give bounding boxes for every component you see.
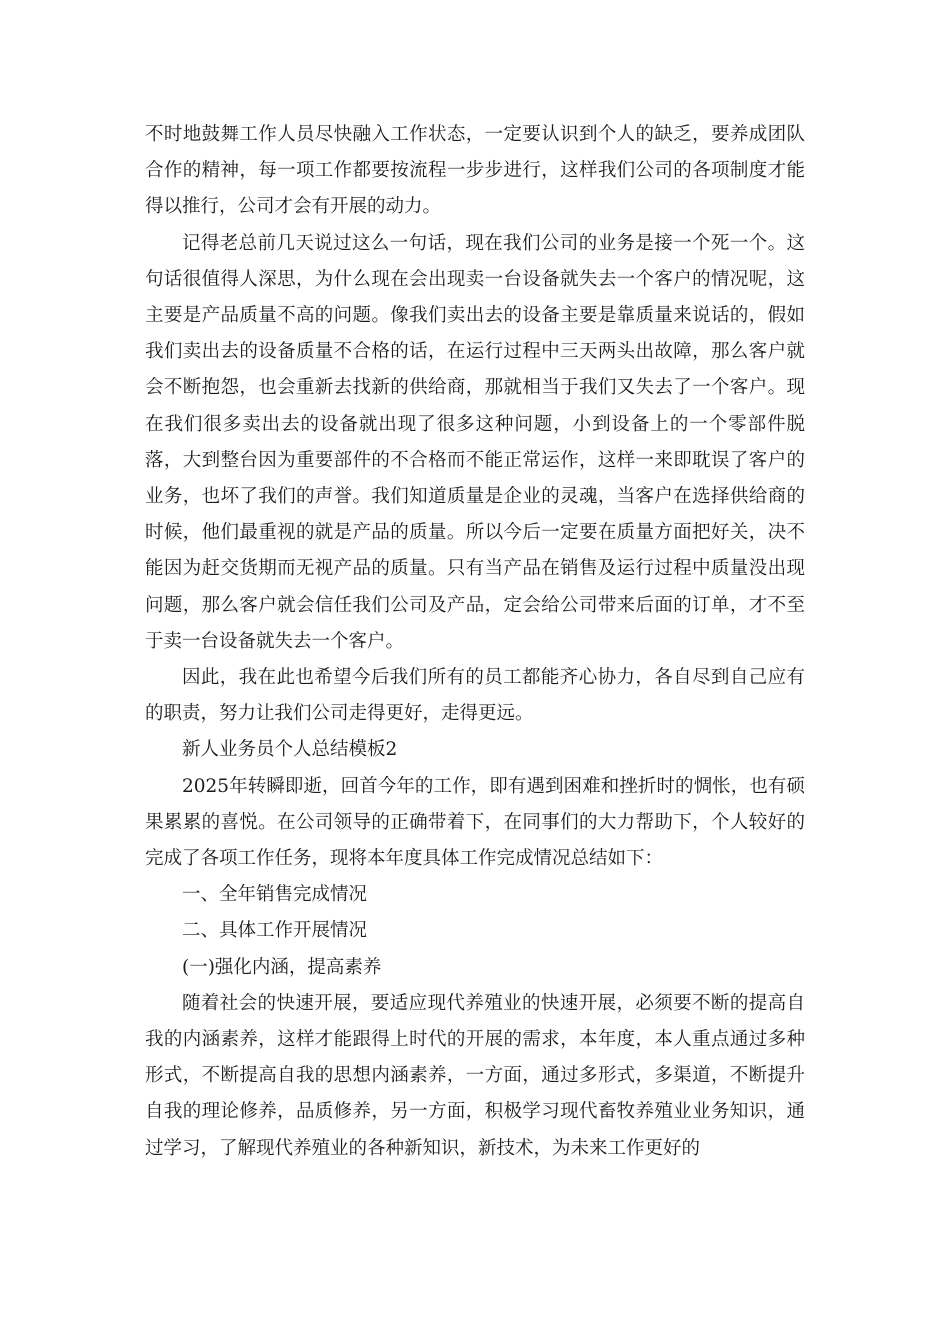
paragraph-product-quality: 记得老总前几天说过这么一句话，现在我们公司的业务是接一个死一个。这句话很值得人深思，为什么现在会出现卖一台设备就失去一个客户的情况呢，这主要是产品质量不高的问题。像我们卖出去的设备主要是靠质量来说话的，假如我们卖出去的设备质量不合格的话，在运行过程中三天两头出故障，那么客户就会不断抱怨，也会重新去找新的供给商，那就相当于我们又失去了一个客户。现在我们很多卖出去的设备就出现了很多这种问题，小到设备上的一个零部件脱落，大到整台因为重要部件的不合格而不能正常运作，这样一来即耽误了客户的业务，也坏了我们的声誉。我们知道质量是企业的灵魂，当客户在选择供给商的时候，他们最重视的就是产品的质量。所以今后一定要在质量方面把好关，决不能因为赶交货期而无视产品的质量。只有当产品在销售及运行过程中质量没出现问题，那么客户就会信任我们公司及产品，定会给公司带来后面的订单，才不至于卖一台设备就失去一个客户。 — [145, 232, 805, 652]
paragraph-conclusion: 因此，我在此也希望今后我们所有的员工都能齐心协力，各自尽到自己应有的职责，努力让我们公司走得更好，走得更远。 — [145, 667, 805, 725]
heading-work-progress: 二、具体工作开展情况 — [182, 920, 368, 942]
paragraph-self-improvement: 随着社会的快速开展，要适应现代养殖业的快速开展，必须要不断的提高自我的内涵素养，这样才能跟得上时代的开展的需求，本年度，本人重点通过多种形式，不断提高自我的思想内涵素养，一方面，通过多形式，多渠道，不断提升自我的理论修养，品质修养，另一方面，积极学习现代畜牧养殖业业务知识，通过学习，了解现代养殖业的各种新知识，新技术，为未来工作更好的 — [145, 992, 805, 1159]
paragraph-teamwork: 不时地鼓舞工作人员尽快融入工作状态，一定要认识到个人的缺乏，要养成团队合作的精神，每一项工作都要按流程一步步进行，这样我们公司的各项制度才能得以推行，公司才会有开展的动力。 — [145, 124, 805, 218]
paragraph-year-review: 2025年转瞬即逝，回首今年的工作，即有遇到困难和挫折时的惆怅，也有硕果累累的喜悦。在公司领导的正确带着下，在同事们的大力帮助下，个人较好的完成了各项工作任务，现将本年度具体工作完成情况总结如下： — [145, 775, 805, 870]
heading-sales-completion: 一、全年销售完成情况 — [182, 884, 368, 906]
subheading-self-improvement: (一)强化内涵，提高素养 — [182, 956, 382, 978]
document-body — [145, 117, 805, 1167]
section-title: 新人业务员个人总结模板2 — [182, 739, 398, 761]
